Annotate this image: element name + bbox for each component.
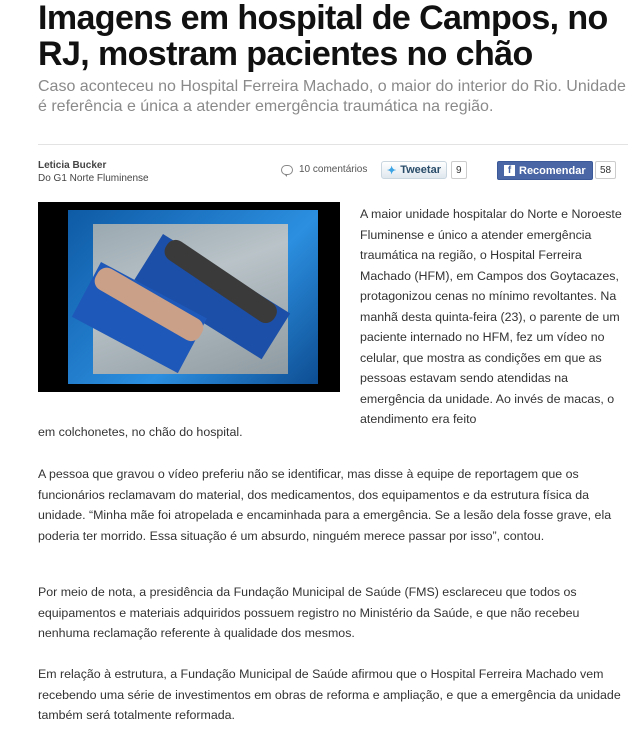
body-paragraph-3: Por meio de nota, a presidência da Fundação Municipal de Saúde (FMS) esclareceu que todos os equipamentos e materiais adquiridos possuem registro no Ministério da Saúde, e que não recebeu nenhuma reclamação referente à qualidade dos mesmos. xyxy=(38,585,580,640)
comments-link[interactable] xyxy=(281,164,367,175)
facebook-f-icon: f xyxy=(504,165,515,176)
author-org: Do G1 Norte Fluminense xyxy=(38,173,149,184)
body-paragraph-2: A pessoa que gravou o vídeo preferiu não se identificar, mas disse à equipe de reportagem que os funcionários reclamavam do material, dos medicamentos, dos equipamentos e da estrutura física da unidade. “Minha mãe foi atropelada e encaminhada para a emergência. Se a lesão dela fosse grave, ela poderia ter morrido. Essa situação é um absurdo, ninguém merece passar por isso”, contou. xyxy=(38,467,612,543)
lead-paragraph-tail: em colchonetes, no chão do hospital. xyxy=(38,425,243,439)
facebook-label: Recomendar xyxy=(519,164,586,177)
tweet-button[interactable] xyxy=(381,161,447,179)
author-name: Leticia Bucker xyxy=(38,160,107,171)
lead-paragraph: A maior unidade hospitalar do Norte e Noroeste Fluminense e único a atender emergência traumática na região, o Hospital Ferreira Machado (HFM), em Campos dos Goytacazes, protagonizou cenas no mínimo revoltantes. Na manhã desta quinta-feira (23), o parente de um paciente internado no HFM, fez um vídeo no celular, que mostra as condições em que as pessoas estavam sendo atendidas na emergência da unidade. Ao invés de macas, o atendimento era feito xyxy=(360,207,622,426)
tweet-count: 9 xyxy=(451,161,467,179)
comments-label: 10 comentários xyxy=(299,164,368,175)
body-paragraph-4: Em relação à estrutura, a Fundação Municipal de Saúde afirmou que o Hospital Ferreira Machado vem recebendo uma série de investimentos em obras de reforma e ampliação, e que a emergência da unidade também será totalmente reformada. xyxy=(38,667,621,722)
header-divider xyxy=(38,144,628,145)
speech-bubble-icon xyxy=(281,165,293,175)
twitter-bird-icon: ✦ xyxy=(387,164,397,177)
article-headline: Imagens em hospital de Campos, no RJ, mostram pacientes no chão xyxy=(38,0,608,73)
video-still-image xyxy=(93,224,288,374)
author-byline xyxy=(38,159,149,185)
facebook-recommend-button[interactable] xyxy=(497,161,593,180)
article-video-frame[interactable] xyxy=(38,202,340,392)
tweet-label: Tweetar xyxy=(400,164,441,176)
facebook-count: 58 xyxy=(595,161,616,179)
article-subtitle: Caso aconteceu no Hospital Ferreira Machado, o maior do interior do Rio. Unidade é referência e única a atender emergência traumática na região. xyxy=(38,78,626,115)
